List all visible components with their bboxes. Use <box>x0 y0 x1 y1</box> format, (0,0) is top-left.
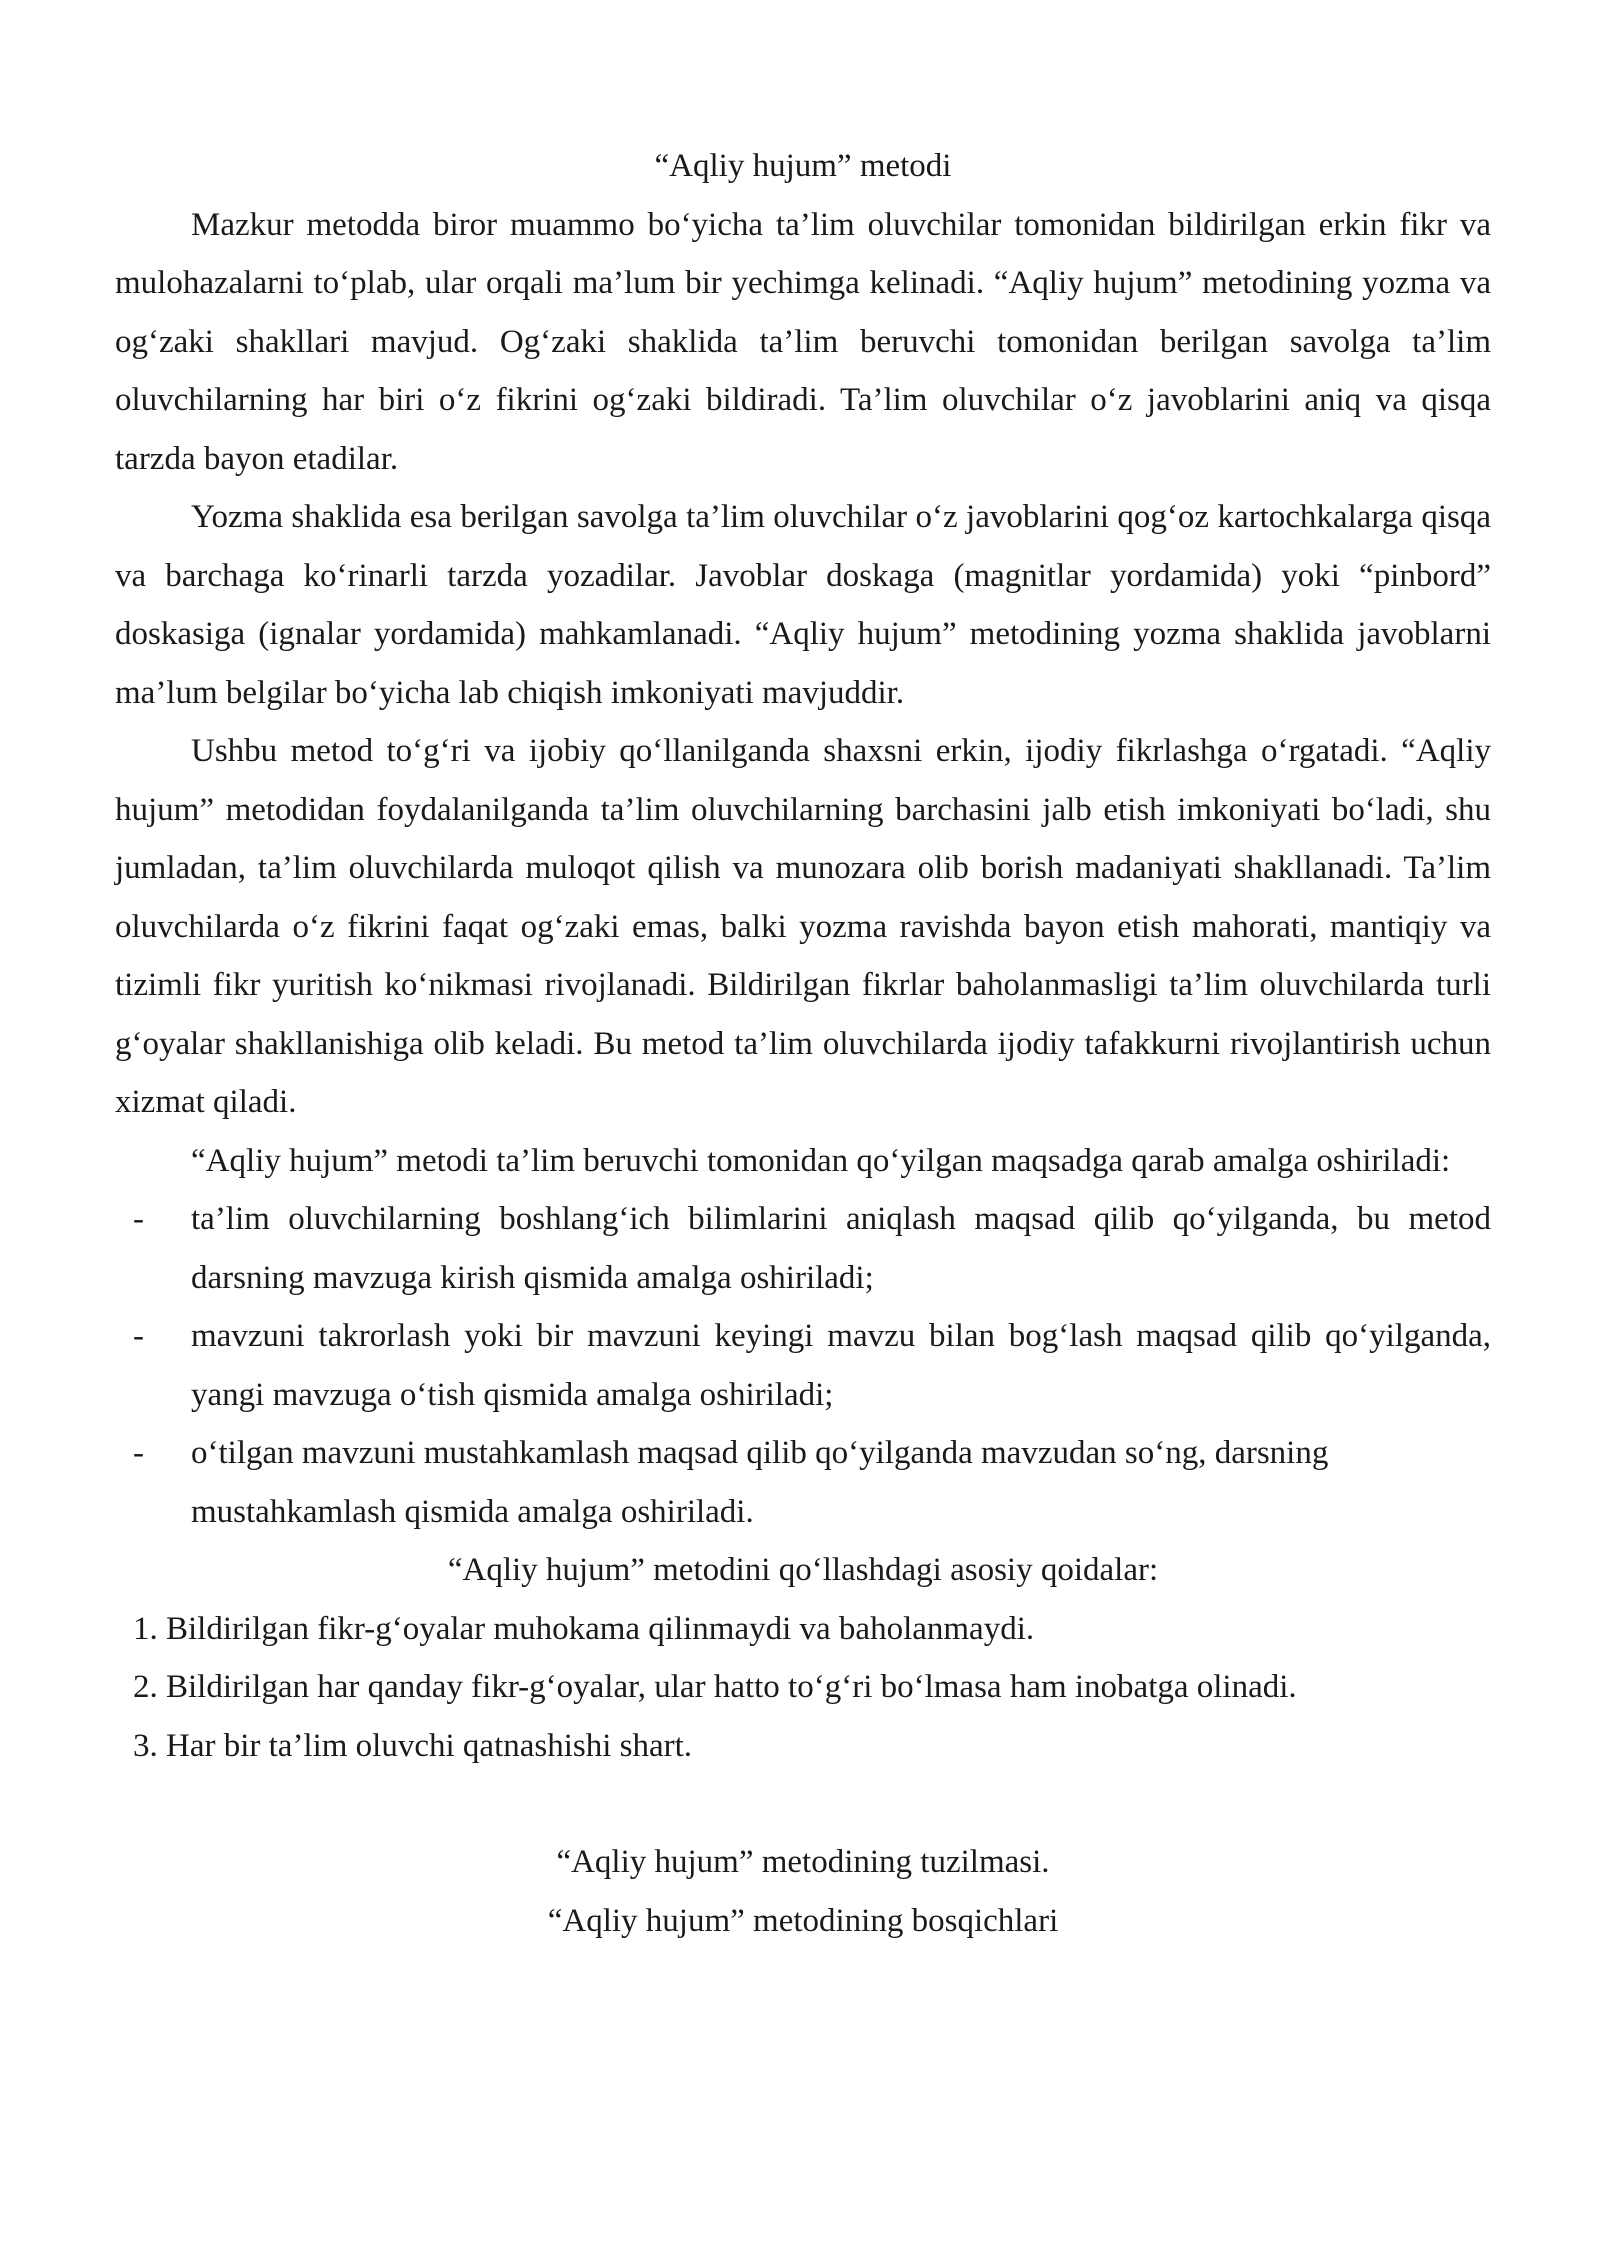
list-item <box>115 1424 1491 1541</box>
rule-item: 2. Bildirilgan har qanday fikr-g‘oyalar, ular hatto to‘g‘ri bo‘lmasa ham inobatga olinadi. <box>133 1669 1297 1705</box>
rules-heading: “Aqliy hujum” metodini qo‘llashdagi asosiy qoidalar: <box>447 1552 1159 1588</box>
dash-marker: - <box>133 1318 144 1354</box>
structure-heading: “Aqliy hujum” metodining tuzilmasi. <box>556 1844 1050 1880</box>
dash-marker: - <box>133 1201 144 1237</box>
list-item-text: mavzuni takrorlash yoki bir mavzuni keyingi mavzu bilan bog‘lash maqsad qilib qo‘yilganda, yangi mavzuga o‘tish qismida amalga oshiriladi; <box>191 1318 1491 1413</box>
paragraph-intro: Mazkur metodda biror muammo bo‘yicha ta’lim oluvchilar tomonidan bildirilgan erkin fikr va mulohazalarni to‘plab, ular orqali ma’lum bir yechimga kelinadi. “Aqliy hujum” metodining yozma va og‘zaki shakllari mavjud. Og‘zaki shaklida ta’lim beruvchi tomonidan berilgan savolga ta’lim oluvchilarning har biri o‘z fikrini og‘zaki bildiradi. Ta’lim oluvchilar o‘z javoblarini aniq va qisqa tarzda bayon etadilar. <box>115 206 1491 477</box>
section-spacer <box>115 1775 1491 1833</box>
rules-list <box>115 1600 1491 1776</box>
goals-list <box>115 1190 1491 1541</box>
paragraph-goals-intro: “Aqliy hujum” metodi ta’lim beruvchi tomonidan qo‘yilgan maqsadga qarab amalga oshiriladi: <box>191 1142 1451 1179</box>
stages-heading: “Aqliy hujum” metodining bosqichlari <box>547 1902 1059 1939</box>
list-item-text: ta’lim oluvchilarning boshlang‘ich bilimlarini aniqlash maqsad qilib qo‘yilganda, bu metod darsning mavzuga kirish qismida amalga oshiriladi; <box>191 1201 1491 1296</box>
dash-marker: - <box>133 1435 144 1471</box>
list-item <box>115 1307 1491 1424</box>
document-page <box>115 137 1491 1950</box>
document-title: “Aqliy hujum” metodi <box>654 148 952 184</box>
rule-item: 3. Har bir ta’lim oluvchi qatnashishi shart. <box>133 1727 693 1764</box>
list-item <box>115 1190 1491 1307</box>
rule-item: 1. Bildirilgan fikr-g‘oyalar muhokama qilinmaydi va baholanmaydi. <box>133 1610 1035 1647</box>
list-item-text: o‘tilgan mavzuni mustahkamlash maqsad qilib qo‘yilganda mavzudan so‘ng, darsning mustahkamlash qismida amalga oshiriladi. <box>191 1435 1329 1530</box>
paragraph-written-form: Yozma shaklida esa berilgan savolga ta’lim oluvchilar o‘z javoblarini qog‘oz kartochkalarga qisqa va barchaga ko‘rinarli tarzda yozadilar. Javoblar doskaga (magnitlar yordamida) yoki “pinbord” doskasiga (ignalar yordamida) mahkamlanadi. “Aqliy hujum” metodining yozma shaklida javoblarni ma’lum belgilar bo‘yicha lab chiqish imkoniyati mavjuddir. <box>115 499 1491 711</box>
paragraph-benefits: Ushbu metod to‘g‘ri va ijobiy qo‘llanilganda shaxsni erkin, ijodiy fikrlashga o‘rgatadi. “Aqliy hujum” metodidan foydalanilganda ta’lim oluvchilarning barchasini jalb etish imkoniyati bo‘ladi, shu jumladan, ta’lim oluvchilarda muloqot qilish va munozara olib borish madaniyati shakllanadi. Ta’lim oluvchilarda o‘z fikrini faqat og‘zaki emas, balki yozma ravishda bayon etish mahorati, mantiqiy va tizimli fikr yuritish ko‘nikmasi rivojlanadi. Bildirilgan fikrlar baholanmasligi ta’lim oluvchilarda turli g‘oyalar shakllanishiga olib keladi. Bu metod ta’lim oluvchilarda ijodiy tafakkurni rivojlantirish uchun xizmat qiladi. <box>115 733 1491 1120</box>
